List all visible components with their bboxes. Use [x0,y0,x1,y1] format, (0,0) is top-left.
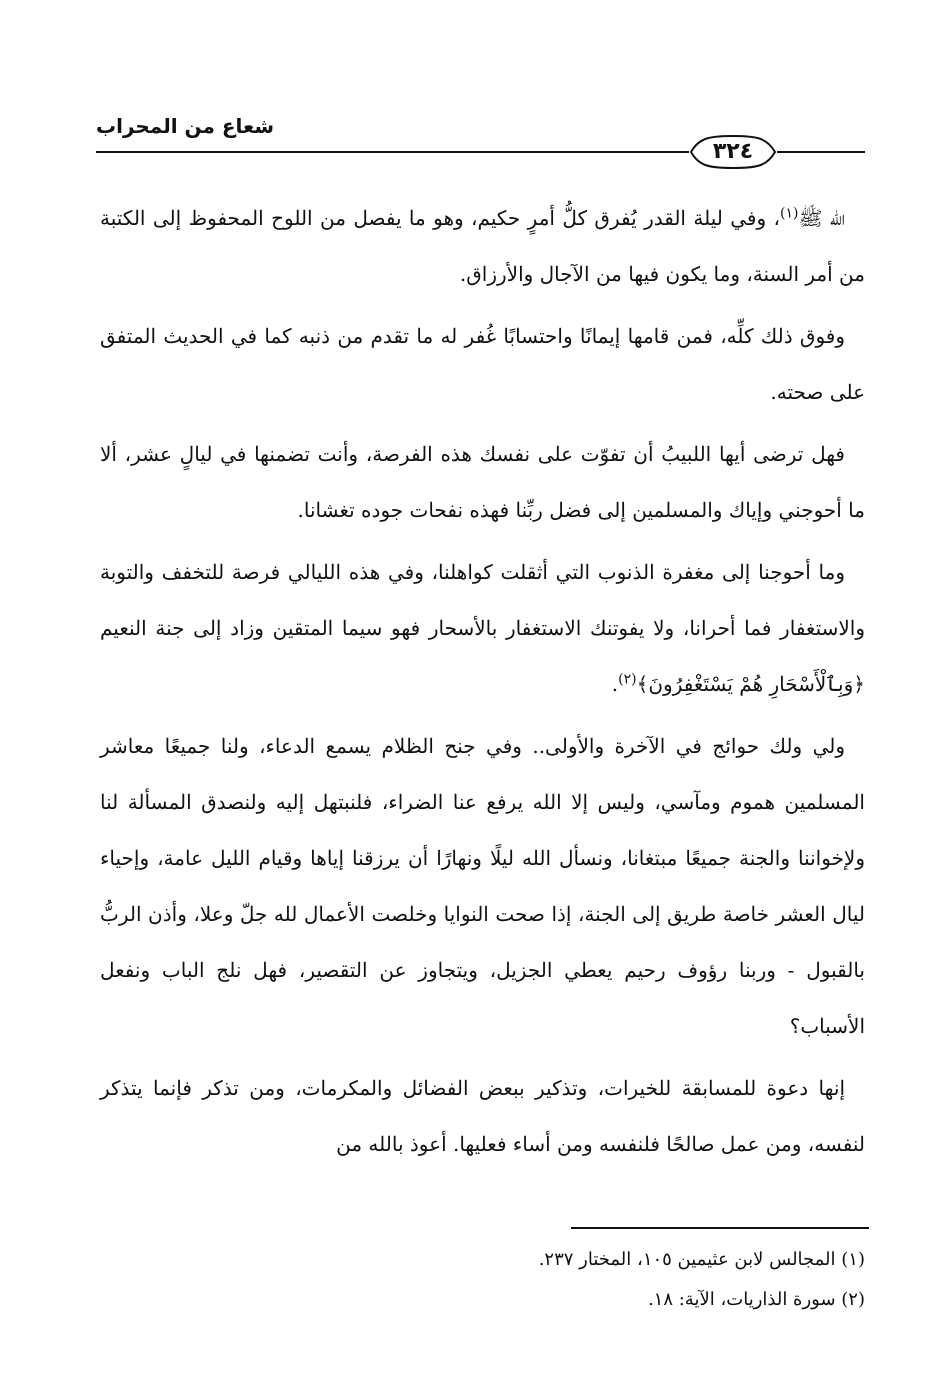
running-title: شعاع من المحراب [96,114,275,138]
page-number: ٣٢٤ [712,139,754,164]
paragraph-5-text: ولي ولك حوائج في الآخرة والأولى.. وفي جنح الظلام يسمع الدعاء، ولنا جميعًا معاشر المسلمين هموم ومآسي، وليس إلا الله يرفع عنا الضراء، فلنبتهل إليه ولنصدق المسألة لنا ولإخواننا والجنة جميعًا مبتغانا، ونسأل الله ليلًا ونهارًا أن يرزقنا إياها وقيام الليل عامة، وإحياء ليال العشر خاصة طريق إلى الجنة، إذا صحت النوايا وخلصت الأعمال لله جلّ وعلا، وأذن الربُّ بالقبول - وربنا رؤوف رحيم يعطي الجزيل، ويتجاوز عن التقصير، فهل نلج الباب ونفعل الأسباب؟ [100,734,865,1038]
header-rule-left [96,151,689,153]
paragraph-4 [100,544,865,712]
paragraph-4-text-start: وما أحوجنا إلى مغفرة الذنوب التي أثقلت كواهلنا، وفي هذه الليالي فرصة للتخفف والتوبة والاستغفار فما أحرانا، ولا يفوتنك الاستغفار بالأسحار فهو سيما المتقين وزاد إلى جنة النعيم ﴿وَبِٱلْأَسْحَارِ هُمْ يَسْتَغْفِرُونَ﴾ [100,560,865,696]
paragraph-2 [100,308,865,420]
paragraph-6-text: إنها دعوة للمسابقة للخيرات، وتذكير ببعض الفضائل والمكرمات، ومن تذكر فإنما يتذكر لنفسه، ومن عمل صالحًا فلنفسه ومن أساء فعليها. أعوذ بالله من [100,1076,865,1156]
footnote-2: (٢) سورة الذاريات، الآية: ١٨. [647,1289,865,1310]
body-text [100,190,865,1172]
footnote-marker-1[interactable]: (١) [780,205,799,222]
paragraph-4-text-end: . [611,672,619,696]
paragraph-1-text-start: الله ﷺ [798,206,845,230]
footnote-separator [571,1227,869,1229]
paragraph-6 [100,1060,865,1172]
paragraph-3-text: فهل ترضى أيها اللبيبُ أن تفوّت على نفسك هذه الفرصة، وأنت تضمنها في ليالٍ عشر، ألا ما أحوجني وإياك والمسلمين إلى فضل ربِّنا فهذه نفحات جوده تغشانا. [100,442,865,522]
header-rule-right [777,151,865,153]
footnote-marker-2[interactable]: (٢) [618,671,637,688]
paragraph-3 [100,426,865,538]
paragraph-5 [100,718,865,1054]
paragraph-1-text-end: ، وفي ليلة القدر يُفرق كلُّ أمرٍ حكيم، وهو ما يفصل من اللوح المحفوظ إلى الكتبة من أمر السنة، وما يكون فيها من الآجال والأرزاق. [100,206,865,286]
paragraph-1 [100,190,865,302]
footnotes [100,1240,865,1320]
page-number-badge [689,134,777,170]
paragraph-2-text: وفوق ذلك كلِّه، فمن قامها إيمانًا واحتسابًا غُفر له ما تقدم من ذنبه كما في الحديث المتفق على صحته. [100,324,865,404]
footnote-1: (١) المجالس لابن عثيمين ١٠٥، المختار ٢٣٧. [538,1249,865,1270]
